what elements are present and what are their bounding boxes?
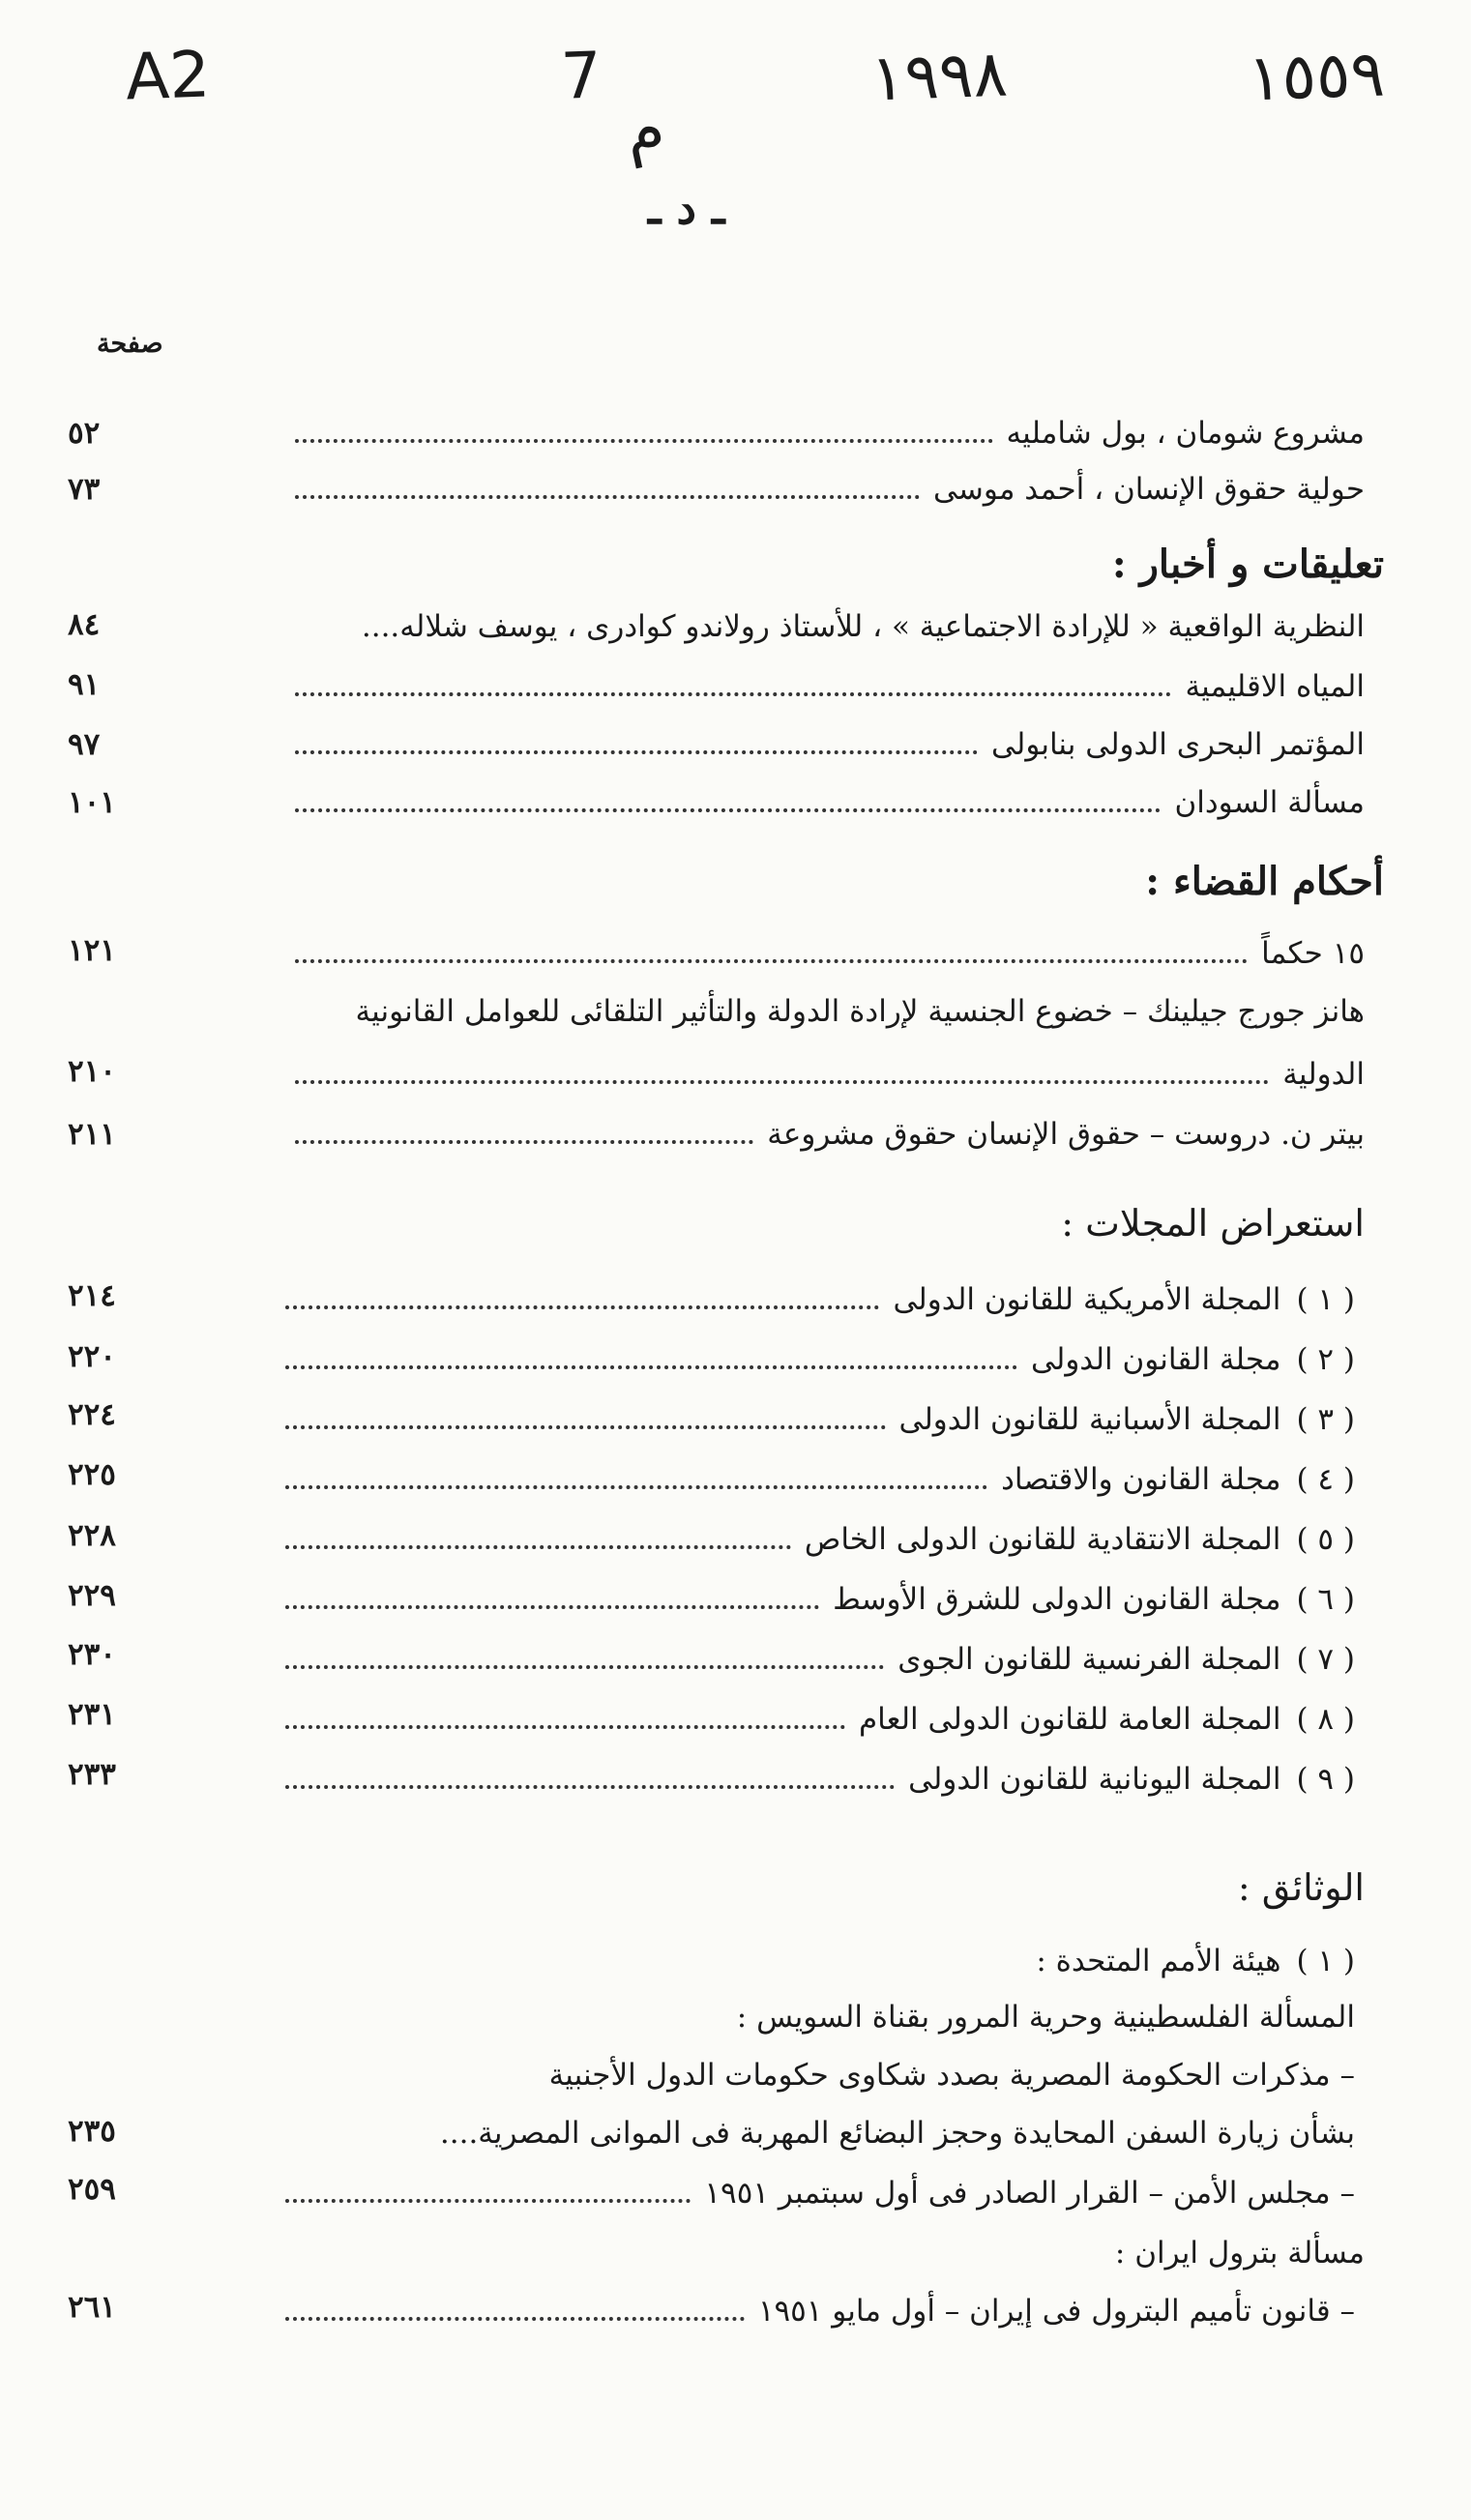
leader-dots [285,2199,691,2203]
subsection-title: مسألة بترول ايران : [1114,2236,1365,2271]
entry-page: ٢١٠ [68,1054,116,1089]
entry-page: ٢٢٨ [68,1518,116,1553]
entry-page: ٨٤ [68,607,101,642]
handwritten-annotation: ١٥٥٩ [1246,36,1387,116]
leader-dots [285,1365,1017,1369]
leader-dots [295,692,1171,696]
toc-entry [281,1117,1365,1152]
entry-title: الدولية [1282,1057,1365,1092]
leader-dots [285,1425,886,1429]
entry-page: ٢٢٥ [68,1457,116,1492]
entry-title: هيئة الأمم المتحدة : [1036,1944,1281,1978]
subsection-title: المسألة الفلسطينية وحرية المرور بقناة السويس : [736,2000,1355,2035]
entry-title: – مجلس الأمن – القرار الصادر فى أول سبتمبر ١٩٥١ [704,2176,1355,2211]
entry-title: مسألة السودان [1174,785,1365,820]
handwritten-annotation: 7 [559,38,603,114]
page-mark: ـ د ـ [648,182,725,234]
page-column-label: صفحة [97,329,163,359]
entry-page: ٢٣١ [68,1697,116,1732]
toc-entry [281,416,1365,451]
entry-title: المجلة اليونانية للقانون الدولى [908,1762,1281,1797]
entry-page: ٩٧ [68,727,101,762]
entry-number: ( ٢ ) [1296,1342,1355,1377]
entry-title: هانز جورج جيلينك – خضوع الجنسية لإرادة الدولة والتأثير التلقائى للعوامل القانونية [355,994,1365,1029]
toc-entry [291,2116,1355,2151]
entry-page: ٩١ [68,667,101,702]
leader-dots [295,439,993,443]
entry-page: ٢٥٩ [68,2172,116,2207]
entry-number: ( ٨ ) [1296,1702,1355,1737]
entry-page: ٢٦١ [68,2290,116,2325]
entry-title: – قانون تأميم البترول فى إيران – أول مايو ١٩٥١ [757,2294,1355,2329]
entry-title: المؤتمر البحرى الدولى بنابولى [991,727,1365,762]
handwritten-annotation: ١٩٩٨ [868,36,1010,116]
toc-entry [272,1462,1355,1497]
leader-dots [295,959,1248,963]
entry-page: ٧٣ [68,472,101,507]
entry-title: ١٥ حكماً [1261,936,1365,971]
toc-entry [281,785,1365,820]
toc-entry [272,1522,1355,1557]
leader-dots [285,1485,987,1489]
toc-entry [281,669,1365,704]
toc-entry [272,1582,1355,1617]
entry-number: ( ٤ ) [1296,1462,1355,1497]
toc-entry [272,1342,1355,1377]
entry-page: ٢٣٠ [68,1637,116,1672]
toc-entry [281,727,1365,762]
entry-title: المجلة الأمريكية للقانون الدولى [893,1282,1281,1317]
entry-page: ١٠١ [68,785,116,820]
entry-number: ( ٣ ) [1296,1402,1355,1437]
leader-dots [285,1605,819,1609]
entry-title: المجلة العامة للقانون الدولى العام [858,1702,1281,1737]
toc-entry [1036,1944,1355,1978]
entry-page: ٢١١ [68,1117,116,1152]
leader-dots [295,1080,1269,1084]
handwritten-annotation: م [616,88,671,170]
handwritten-annotation: A2 [124,37,212,115]
entry-number: ( ٦ ) [1296,1582,1355,1617]
toc-entry [272,1402,1355,1437]
section-heading: استعراض المجلات : [1061,1202,1365,1245]
leader-dots [295,495,920,499]
toc-entry [272,1702,1355,1737]
entry-title: المجلة الأسبانية للقانون الدولى [898,1402,1281,1437]
entry-title: بيتر ن. دروست – حقوق الإنسان حقوق مشروعة [767,1117,1365,1152]
entry-title: حولية حقوق الإنسان ، أحمد موسى [933,472,1365,507]
entry-number: ( ١ ) [1296,1282,1355,1317]
entry-page: ٥٢ [68,416,101,451]
entry-page: ١٢١ [68,933,116,968]
entry-title: – مذكرات الحكومة المصرية بصدد شكاوى حكومات الدول الأجنبية [548,2058,1355,2093]
toc-entry [272,2176,1355,2211]
entry-page: ٢٢٤ [68,1397,116,1432]
entry-title: المياه الاقليمية [1185,669,1365,704]
entry-title: بشأن زيارة السفن المحايدة وحجز البضائع المهربة فى الموانى المصرية.... [439,2116,1355,2151]
entry-title: النظرية الواقعية « للإرادة الاجتماعية » ، للأستاذ رولاندو كوادرى ، يوسف شلاله.... [361,609,1365,644]
toc-entry [281,936,1365,971]
entry-number: ( ٧ ) [1296,1642,1355,1677]
toc-entry [281,1057,1365,1092]
toc-entry [301,609,1365,644]
entry-title: مجلة القانون والاقتصاد [1001,1462,1281,1497]
toc-entry [272,1642,1355,1677]
toc-entry [281,472,1365,507]
leader-dots [295,1140,753,1144]
leader-dots [285,1725,845,1729]
entry-number: ( ٥ ) [1296,1522,1355,1557]
toc-entry [272,1762,1355,1797]
leader-dots [285,1785,895,1789]
leader-dots [285,1305,879,1309]
entry-title: مشروع شومان ، بول شامليه [1006,416,1365,451]
entry-title: المجلة الفرنسية للقانون الجوى [897,1642,1281,1677]
leader-dots [285,1545,791,1549]
entry-page: ٢٢٩ [68,1578,116,1613]
leader-dots [295,750,978,754]
entry-title: المجلة الانتقادية للقانون الدولى الخاص [804,1522,1281,1557]
toc-entry [272,2294,1355,2329]
entry-title: مجلة القانون الدولى [1031,1342,1281,1377]
entry-number: ( ٩ ) [1296,1762,1355,1797]
entry-page: ٢٢٠ [68,1339,116,1374]
leader-dots [285,1665,884,1669]
leader-dots [285,2317,745,2321]
entry-title: مجلة القانون الدولى للشرق الأوسط [833,1582,1281,1617]
entry-page: ٢٣٥ [68,2114,116,2149]
entry-page: ٢١٤ [68,1278,116,1313]
section-heading: تعليقات و أخبار : [1111,542,1384,587]
entry-number: ( ١ ) [1296,1944,1355,1978]
section-heading: الوثائق : [1237,1866,1365,1909]
toc-entry [272,1282,1355,1317]
entry-page: ٢٣٣ [68,1757,116,1792]
leader-dots [295,808,1161,812]
section-heading: أحكام القضاء : [1145,859,1384,904]
